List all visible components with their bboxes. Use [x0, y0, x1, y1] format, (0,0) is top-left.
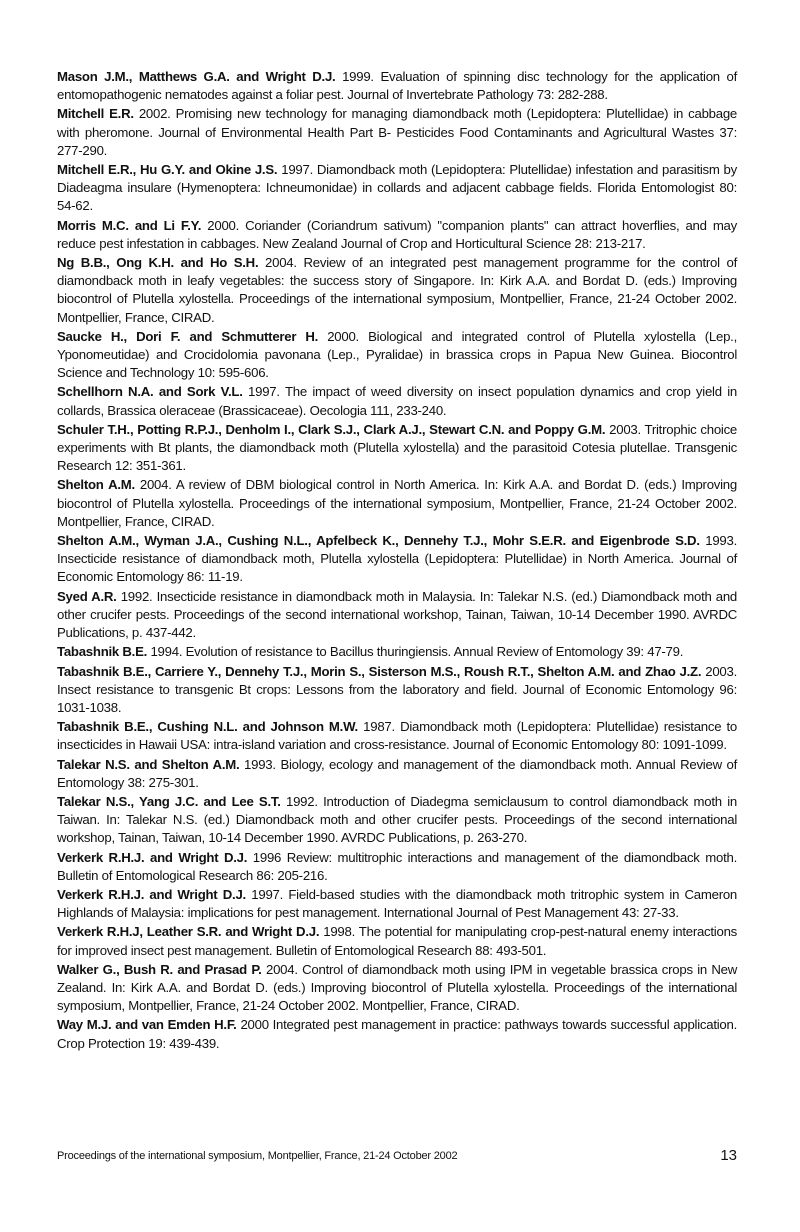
reference-authors: Mitchell E.R., Hu G.Y. and Okine J.S. — [57, 162, 278, 178]
reference-authors: Verkerk R.H.J, Leather S.R. and Wright D.J. — [57, 924, 320, 940]
reference-text: 1993. Insecticide resistance of diamondback moth, Plutella xylostella (Lepidoptera: Plutellidae) in North America. Journal of Economic Entomology 86: 11-19. — [57, 533, 737, 585]
reference-entry — [57, 161, 737, 216]
reference-text: 1997. Diamondback moth (Lepidoptera: Plutellidae) infestation and parasitism by Diadeagma insulare (Hymenoptera: Ichneumonidae) in collards and adjacent cabbage fields. Florida Entomologist 80: 54-62. — [57, 162, 737, 214]
reference-authors: Verkerk R.H.J. and Wright D.J. — [57, 886, 246, 902]
reference-entry — [57, 923, 737, 959]
reference-authors: Tabashnik B.E. — [57, 644, 148, 660]
reference-text: 2003. Insect resistance to transgenic Bt crops: Lessons from the laboratory and field. Journal of Economic Entomology 96: 1031-1038. — [57, 663, 737, 715]
reference-authors: Morris M.C. and Li F.Y. — [57, 217, 202, 233]
reference-entry — [57, 961, 737, 1016]
reference-entry — [57, 588, 737, 643]
reference-entry — [57, 849, 737, 885]
reference-authors: Shelton A.M., Wyman J.A., Cushing N.L., Apfelbeck K., Dennehy T.J., Mohr S.E.R. and Eigenbrode S.D. — [57, 533, 700, 549]
reference-entry — [57, 756, 737, 792]
reference-text: 1996 Review: multitrophic interactions and management of the diamondback moth. Bulletin of Entomological Research 86: 205-216. — [57, 849, 737, 883]
reference-list — [57, 68, 737, 1054]
reference-text: 2000. Biological and integrated control of Plutella xylostella (Lep., Yponomeutidae) and Crocidolomia pavonana (Lep., Pyralidae) in brassica crops in Papua New Guinea. Biocontrol Science and Technology 10: 595-606. — [57, 328, 737, 381]
reference-authors: Verkerk R.H.J. and Wright D.J. — [57, 849, 248, 865]
reference-authors: Ng B.B., Ong K.H. and Ho S.H. — [57, 255, 259, 271]
reference-text: 2004. Control of diamondback moth using IPM in vegetable brassica crops in New Zealand. In: Kirk A.A. and Bordat D. (eds.) Improving biocontrol of Plutella xylostella. Proceedings of the international symposium, Montpellier, France, 21-24 October 2002. Montpellier, France, CIRAD. — [57, 961, 737, 1014]
reference-entry — [57, 886, 737, 922]
reference-text: 1993. Biology, ecology and management of the diamondback moth. Annual Review of Entomology 38: 275-301. — [57, 756, 737, 790]
reference-authors: Mitchell E.R. — [57, 106, 134, 122]
reference-authors: Saucke H., Dori F. and Schmutterer H. — [57, 328, 319, 344]
reference-entry — [57, 663, 737, 718]
reference-entry — [57, 105, 737, 160]
reference-entry — [57, 1016, 737, 1052]
reference-text: 1994. Evolution of resistance to Bacillus thuringiensis. Annual Review of Entomology 39: 47-79. — [147, 644, 684, 660]
reference-entry — [57, 217, 737, 253]
reference-text: 2000 Integrated pest management in practice: pathways towards successful application. Crop Protection 19: 439-439. — [57, 1017, 737, 1051]
reference-text: 2004. A review of DBM biological control in North America. In: Kirk A.A. and Bordat D. (eds.) Improving biocontrol of Plutella xylostella. Proceedings of the international symposium, Montpellier, France, 21-24 October 2002. Montpellier, France, CIRAD. — [57, 477, 737, 529]
footer-text: Proceedings of the international symposium, Montpellier, France, 21-24 October 2002 — [57, 1150, 458, 1162]
reference-authors: Way M.J. and van Emden H.F. — [57, 1017, 237, 1033]
reference-text: 1992. Introduction of Diadegma semiclausum to control diamondback moth in Taiwan. In: Talekar N.S. (ed.) Diamondback moth and other crucifer pests. Proceedings of the second international workshop, Tainan, Taiwan, 10-14 December 1990. AVRDC Publications, p. 263-270. — [57, 793, 737, 846]
reference-entry — [57, 532, 737, 587]
reference-entry — [57, 421, 737, 476]
reference-authors: Shelton A.M. — [57, 477, 135, 493]
reference-text: 1998. The potential for manipulating crop-pest-natural enemy interactions for improved insect pest management. Bulletin of Entomological Research 88: 493-501. — [57, 924, 738, 958]
reference-entry — [57, 68, 737, 104]
reference-text: 2004. Review of an integrated pest management programme for the control of diamondback moth in leafy vegetables: the success story of Singapore. In: Kirk A.A. and Bordat D. (eds.) Improving biocontrol of Plutella xylostella. Proceedings of the international symposium, Montpellier, France, 21-24 October 2002. Montpellier, France, CIRAD. — [57, 255, 737, 325]
reference-authors: Walker G., Bush R. and Prasad P. — [57, 961, 262, 977]
reference-text: 2003. Tritrophic choice experiments with Bt plants, the diamondback moth (Plutella xylostella) and the parasitoid Cotesia plutellae. Transgenic Research 12: 351-361. — [57, 421, 738, 474]
reference-text: 2000. Coriander (Coriandrum sativum) "companion plants" can attract hoverflies, and may reduce pest infestation in cabbages. New Zealand Journal of Crop and Horticultural Science 28: 213-217. — [57, 217, 737, 251]
reference-entry — [57, 718, 737, 754]
reference-text: 2002. Promising new technology for managing diamondback moth (Lepidoptera: Plutellidae) in cabbage with pheromone. Journal of Environmental Health Part B- Pesticides Food Contaminants and Agricultural Wastes 37: 277-290. — [57, 106, 737, 158]
reference-authors: Schellhorn N.A. and Sork V.L. — [57, 384, 243, 400]
reference-text: 1997. Field-based studies with the diamondback moth tritrophic system in Cameron Highlands of Malaysia: implications for pest management. International Journal of Pest Management 43: 27-33. — [57, 886, 737, 921]
reference-text: 1992. Insecticide resistance in diamondback moth in Malaysia. In: Talekar N.S. (ed.) Diamondback moth and other crucifer pests. Proceedings of the second international workshop, Tainan, Taiwan, 10-14 December 1990. AVRDC Publications, p. 437-442. — [57, 588, 737, 641]
reference-authors: Talekar N.S., Yang J.C. and Lee S.T. — [57, 793, 281, 809]
reference-entry — [57, 383, 737, 419]
reference-entry — [57, 476, 737, 531]
page-number: 13 — [720, 1147, 737, 1164]
reference-entry — [57, 643, 737, 661]
reference-text: 1987. Diamondback moth (Lepidoptera: Plutellidae) resistance to insecticides in Hawaii USA: intra-island variation and cross-resistance. Journal of Economic Entomology 80: 1091-1099. — [57, 719, 737, 753]
reference-text: 1997. The impact of weed diversity on insect population dynamics and crop yield in collards, Brassica oleraceae (Brassicaceae). Oecologia 111, 233-240. — [57, 384, 737, 418]
reference-entry — [57, 254, 737, 327]
reference-authors: Talekar N.S. and Shelton A.M. — [57, 756, 240, 772]
reference-authors: Mason J.M., Matthews G.A. and Wright D.J. — [57, 69, 336, 84]
reference-authors: Tabashnik B.E., Carriere Y., Dennehy T.J., Morin S., Sisterson M.S., Roush R.T., Shelton A.M. and Zhao J.Z. — [57, 663, 702, 679]
reference-authors: Tabashnik B.E., Cushing N.L. and Johnson M.W. — [57, 719, 358, 735]
reference-entry — [57, 793, 737, 848]
reference-authors: Syed A.R. — [57, 588, 117, 604]
reference-authors: Schuler T.H., Potting R.P.J., Denholm I., Clark S.J., Clark A.J., Stewart C.N. and Poppy G.M. — [57, 421, 606, 437]
reference-entry — [57, 328, 737, 383]
reference-text: 1999. Evaluation of spinning disc technology for the application of entomopathogenic nematodes against a foliar pest. Journal of Invertebrate Pathology 73: 282-288. — [57, 69, 737, 103]
